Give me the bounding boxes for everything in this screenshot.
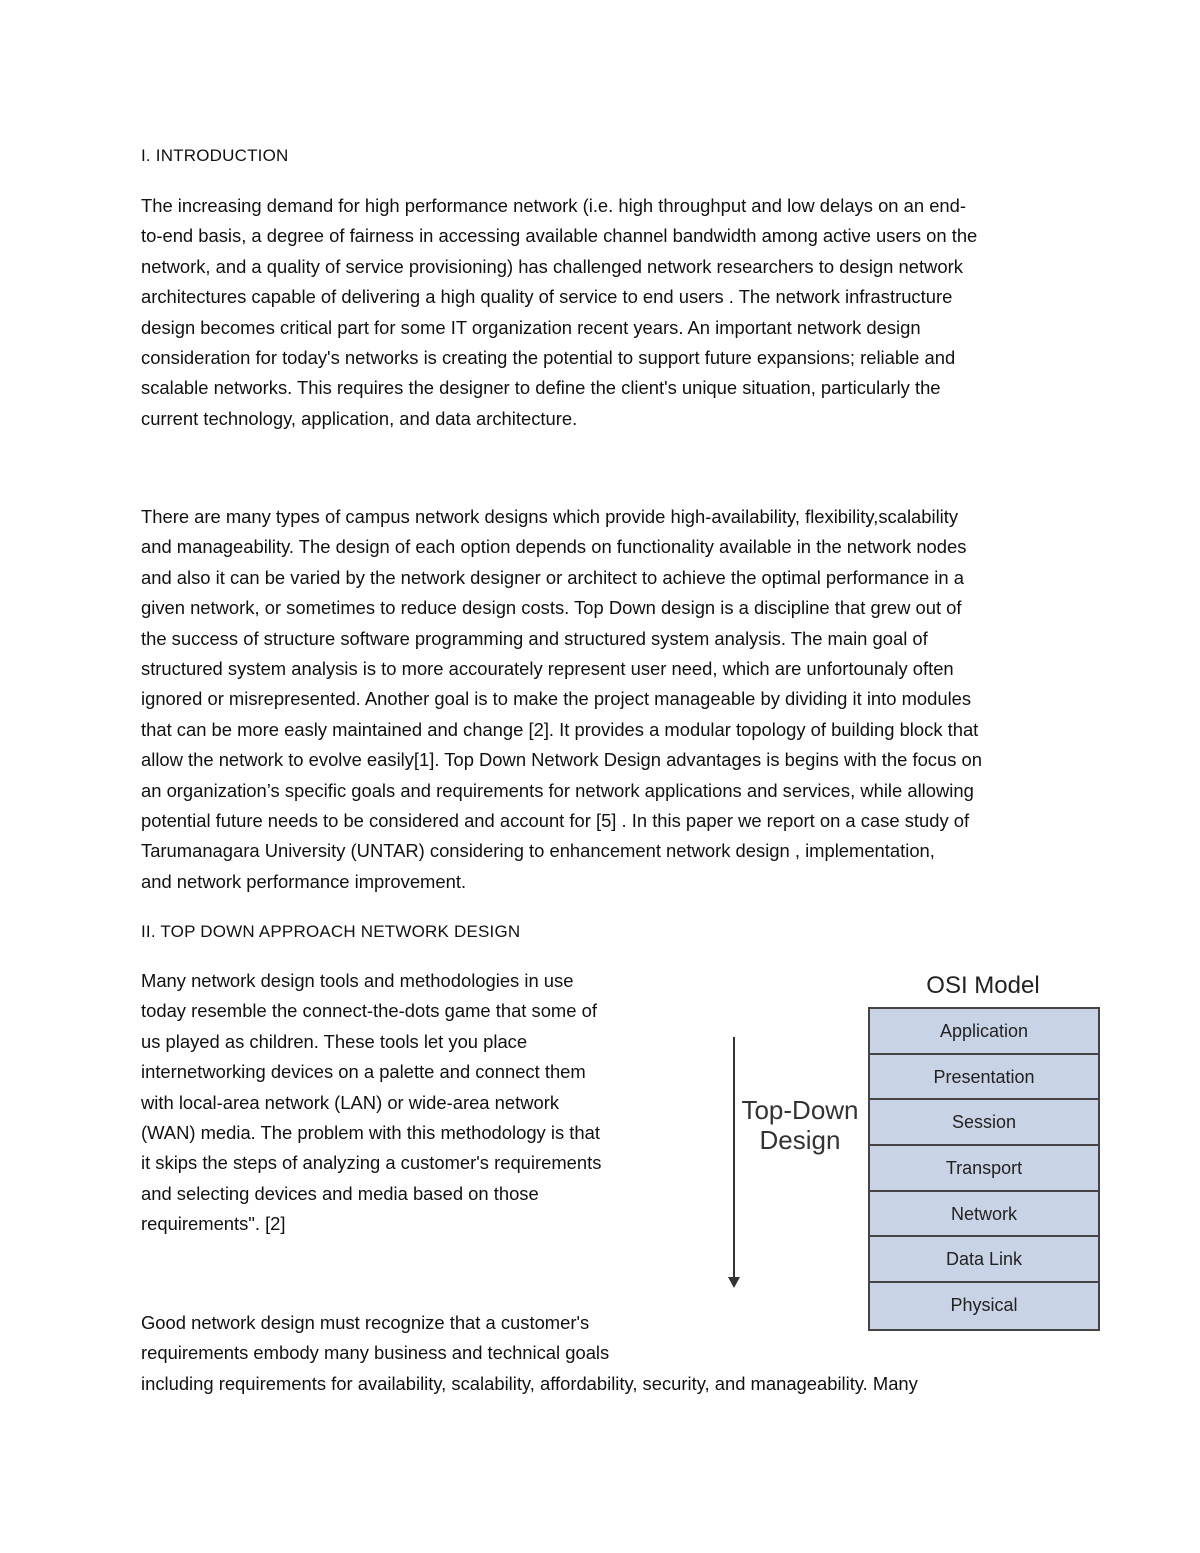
osi-layer-stack: [868, 1007, 1100, 1331]
down-arrow-icon: [728, 1277, 740, 1288]
text-line: network, and a quality of service provisioning) has challenged network researchers to design network: [141, 255, 963, 277]
osi-model-figure: [720, 965, 1110, 1345]
text-line: Good network design must recognize that a customer's: [141, 1312, 590, 1333]
text-line: and manageability. The design of each option depends on functionality available in the network nodes: [141, 536, 967, 558]
osi-layer-transport: Transport: [870, 1146, 1098, 1192]
top-down-design-label: [740, 1095, 860, 1155]
text-line: There are many types of campus network designs which provide high-availability, flexibility,scalability: [141, 506, 959, 527]
section-heading-top-down: II. TOP DOWN APPROACH NETWORK DESIGN: [141, 922, 521, 941]
text-line: the success of structure software programming and structured system analysis. The main goal of: [141, 627, 928, 649]
text-line: and also it can be varied by the network designer or architect to achieve the optimal performance in a: [141, 566, 964, 588]
text-line: ignored or misrepresented. Another goal is to make the project manageable by dividing it into modules: [141, 688, 972, 710]
osi-layer-physical: Physical: [950, 1295, 1018, 1316]
osi-layer-data-link: Data Link: [870, 1237, 1098, 1283]
intro-paragraph-1: [141, 191, 1061, 434]
intro-paragraph-2: [141, 502, 1061, 897]
text-line: it skips the steps of analyzing a customer's requirements: [141, 1152, 602, 1174]
text-line: requirements". [2]: [141, 1213, 286, 1235]
text-line: Tarumanagara University (UNTAR) considering to enhancement network design , implementation,: [141, 840, 935, 862]
text-line: and selecting devices and media based on those: [141, 1182, 539, 1204]
section-heading-introduction: I. INTRODUCTION: [141, 146, 289, 165]
text-line: current technology, application, and data architecture.: [141, 407, 578, 429]
text-line: an organization’s specific goals and requirements for network applications and services, while allowing: [141, 779, 974, 801]
text-line: and network performance improvement.: [141, 870, 467, 892]
top-down-label-line-2: Design: [759, 1125, 841, 1155]
text-line: consideration for today's networks is creating the potential to support future expansions; reliable and: [141, 347, 956, 369]
osi-layer-session: Session: [870, 1100, 1098, 1146]
top-down-label-line-1: Top-Down: [741, 1095, 859, 1125]
top-down-paragraph-1: [141, 966, 701, 1240]
osi-layer-network: Network: [870, 1192, 1098, 1238]
text-line: us played as children. These tools let you place: [141, 1030, 528, 1052]
osi-model-title: OSI Model: [926, 972, 1040, 999]
text-line: potential future needs to be considered and account for [5] . In this paper we report on a case study of: [141, 810, 970, 832]
text-line: design becomes critical part for some IT organization recent years. An important network design: [141, 316, 921, 338]
text-line: Many network design tools and methodologies in use: [141, 970, 574, 991]
text-line: requirements embody many business and technical goals: [141, 1342, 610, 1364]
text-line: today resemble the connect-the-dots game that some of: [141, 1000, 597, 1022]
text-line: that can be more easly maintained and change [2]. It provides a modular topology of building block that: [141, 718, 979, 740]
text-line: scalable networks. This requires the designer to define the client's unique situation, particularly the: [141, 377, 941, 399]
top-down-arrow-shaft: [733, 1037, 735, 1279]
text-line: The increasing demand for high performance network (i.e. high throughput and low delays on an end-: [141, 195, 967, 216]
text-line: to-end basis, a degree of fairness in accessing available channel bandwidth among active users on the: [141, 225, 978, 247]
text-line: architectures capable of delivering a high quality of service to end users . The network infrastructure: [141, 286, 953, 308]
text-line: internetworking devices on a palette and connect them: [141, 1061, 586, 1083]
osi-layer-application: Application: [870, 1009, 1098, 1055]
osi-layer-presentation: Presentation: [870, 1055, 1098, 1101]
text-line: allow the network to evolve easily[1]. Top Down Network Design advantages is begins with the focus on: [141, 749, 982, 771]
text-line: including requirements for availability, scalability, affordability, security, and manageability. Many: [141, 1372, 918, 1394]
text-line: given network, or sometimes to reduce design costs. Top Down design is a discipline that grew out of: [141, 597, 962, 619]
text-line: (WAN) media. The problem with this methodology is that: [141, 1122, 600, 1144]
text-line: structured system analysis is to more accourately represent user need, which are unfortounaly often: [141, 658, 954, 680]
text-line: with local-area network (LAN) or wide-area network: [141, 1091, 560, 1113]
